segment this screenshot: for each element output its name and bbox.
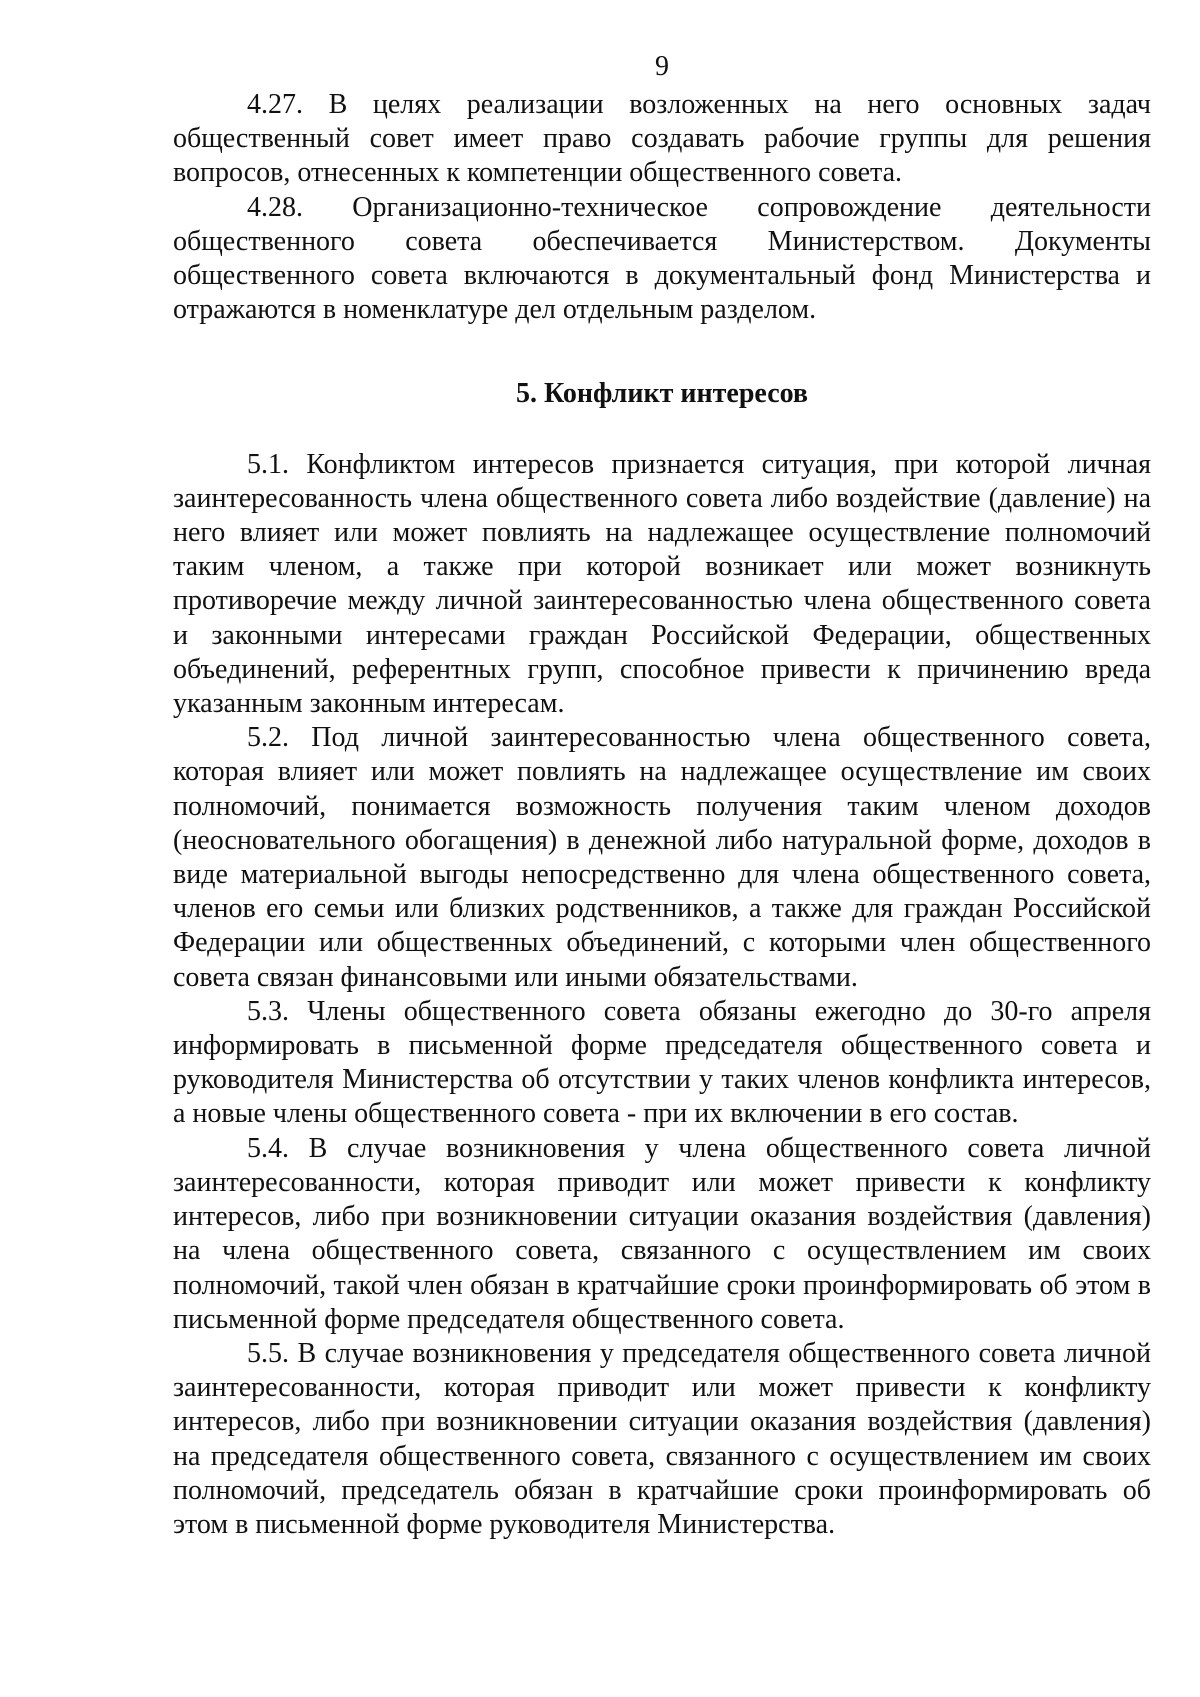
paragraph-number: 5.1.: [247, 448, 289, 480]
paragraph-number: 5.2.: [247, 722, 289, 754]
paragraph-text: В случае возникновения у члена общественного совета личной заинтересованности, которая приводит или может привести к конфликту интересов, либо при возникновении ситуации оказания воздействия (давления) на члена общественного совета, связанного с осуществлением им своих полномочий, такой член обязан в кратчайшие сроки проинформировать об этом в письменной форме председателя общественного совета.: [173, 1132, 1151, 1335]
paragraph-number: 5.3.: [247, 995, 289, 1027]
page-number: 9: [655, 51, 669, 82]
section-title: 5. Конфликт интересов: [515, 378, 809, 410]
paragraph-number: 5.5.: [247, 1337, 289, 1369]
paragraph-number: 4.27.: [247, 89, 303, 120]
paragraph-5-1: [173, 448, 1151, 722]
paragraph-5-2: [173, 721, 1151, 995]
paragraph-5-4: [173, 1132, 1151, 1337]
paragraph-4-27: [173, 88, 1151, 191]
paragraph-text: Члены общественного совета обязаны ежегодно до 30-го апреля информировать в письменной форме председателя общественного совета и руководителя Министерства об отсутствии у таких членов конфликта интересов, а новые члены общественного совета - при их включении в его состав.: [173, 995, 1152, 1130]
paragraph-5-3: [173, 995, 1151, 1132]
paragraph-number: 5.4.: [247, 1132, 289, 1164]
paragraph-4-28: [173, 191, 1151, 328]
paragraph-text: Организационно-техническое сопровождение деятельности общественного совета обеспечивается Министерством. Документы общественного совета включаются в документальный фонд Министерства и отражаются в номенклатуре дел отдельным разделом.: [173, 191, 1151, 326]
paragraph-text: Под личной заинтересованностью члена общественного совета, которая влияет или может повлиять на надлежащее осуществление им своих полномочий, понимается возможность получения таким членом доходов (неосновательного обогащения) в денежной либо натуральной форме, доходов в виде материальной выгоды непосредственно для члена общественного совета, членов его семьи или близких родственников, а также для граждан Российской Федерации или общественных объединений, с которыми член общественного совета связан финансовыми или иными обязательствами.: [173, 722, 1152, 993]
paragraph-5-5: [173, 1337, 1151, 1542]
document-page: [173, 50, 1151, 1542]
paragraph-text: В случае возникновения у председателя общественного совета личной заинтересованности, которая приводит или может привести к конфликту интересов, либо при возникновении ситуации оказания воздействия (давления) на председателя общественного совета, связанного с осуществлением им своих полномочий, председатель обязан в кратчайшие сроки проинформировать об этом в письменной форме руководителя Министерства.: [173, 1337, 1152, 1540]
paragraph-text: Конфликтом интересов признается ситуация, при которой личная заинтересованность члена общественного совета либо воздействие (давление) на него влияет или может повлиять на надлежащее осуществление полномочий таким членом, а также при которой возникает или может возникнуть противоречие между личной заинтересованностью члена общественного совета и законными интересами граждан Российской Федерации, общественных объединений, референтных групп, способное привести к причинению вреда указанным законным интересам.: [173, 448, 1151, 720]
paragraph-text: В целях реализации возложенных на него основных задач общественный совет имеет право создавать рабочие группы для решения вопросов, отнесенных к компетенции общественного совета.: [173, 89, 1151, 189]
paragraph-number: 4.28.: [247, 191, 303, 223]
